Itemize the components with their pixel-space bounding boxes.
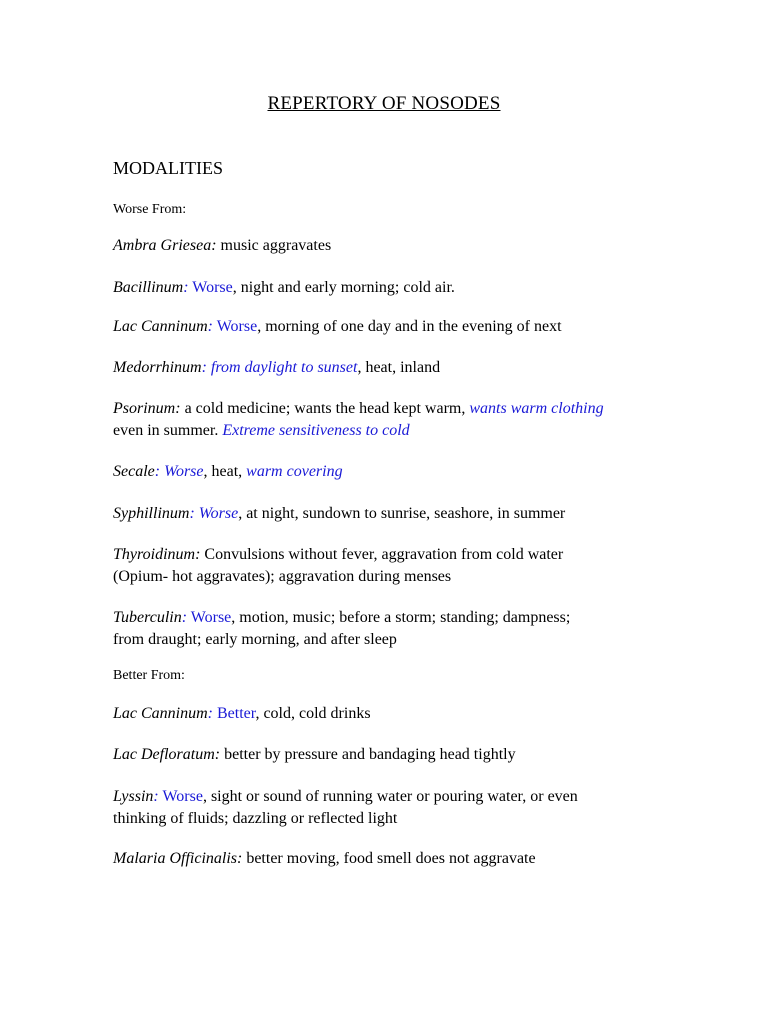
remedy-colon: : — [201, 359, 207, 376]
entry-ambra-griesea — [113, 235, 673, 257]
entry-medorrhinum — [113, 357, 673, 379]
entry-bacillinum — [113, 277, 673, 299]
entry-text: , heat, inland — [357, 359, 441, 376]
remedy-name: Secale — [113, 463, 155, 480]
entry-text: , heat, — [203, 463, 247, 480]
highlight-text: Worse — [188, 279, 233, 296]
highlight-text: warm covering — [246, 463, 343, 480]
highlight-text: wants warm clothing — [469, 400, 604, 417]
remedy-name: Ambra Griesea: — [113, 237, 217, 254]
entry-lac-defloratum — [113, 744, 673, 766]
highlight-text: Worse — [187, 609, 232, 626]
highlight-text: Worse — [213, 318, 258, 335]
entry-text: from draught; early morning, and after sleep — [113, 631, 397, 648]
remedy-colon: : — [183, 279, 189, 296]
entry-text: Convulsions without fever, aggravation from cold water — [200, 546, 564, 563]
entry-text: better moving, food smell does not aggravate — [242, 850, 536, 867]
entry-thyroidinum — [113, 544, 673, 588]
remedy-name: Thyroidinum: — [113, 546, 201, 563]
entry-text: , night and early morning; cold air. — [232, 279, 455, 296]
remedy-colon: : — [153, 788, 159, 805]
remedy-colon: : — [181, 609, 188, 626]
entry-lac-canninum-better — [113, 703, 673, 725]
remedy-name: Lyssin — [113, 788, 154, 805]
remedy-colon: : — [207, 318, 213, 335]
remedy-name: Bacillinum — [113, 279, 184, 296]
highlight-text: Worse — [160, 463, 204, 480]
remedy-colon: : — [154, 463, 161, 480]
highlight-text: Worse — [194, 505, 239, 522]
entry-malaria-officinalis — [113, 848, 673, 870]
remedy-name: Tuberculin — [113, 609, 182, 626]
remedy-colon: : — [207, 705, 213, 722]
highlight-text: Better — [213, 705, 256, 722]
entry-psorinum — [113, 398, 673, 442]
highlight-text: from daylight to sunset — [206, 359, 358, 376]
section-heading: MODALITIES — [113, 158, 223, 178]
entry-text: even in summer. — [113, 422, 223, 439]
highlight-text: Extreme sensitiveness to cold — [222, 422, 410, 439]
worse-from-heading: Worse From: — [113, 202, 187, 217]
entry-text: better by pressure and bandaging head tightly — [220, 746, 516, 763]
entry-syphillinum — [113, 503, 673, 525]
remedy-name: Lac Canninum — [113, 705, 208, 722]
remedy-name: Lac Canninum — [113, 318, 208, 335]
entry-text: , cold, cold drinks — [255, 705, 371, 722]
entry-lyssin — [113, 786, 673, 830]
entry-lac-canninum — [113, 316, 673, 338]
remedy-name: Lac Defloratum: — [113, 746, 221, 763]
remedy-name: Psorinum: — [113, 400, 181, 417]
remedy-name: Syphillinum — [113, 505, 190, 522]
page-title: REPERTORY OF NOSODES — [267, 93, 501, 114]
entry-text: thinking of fluids; dazzling or reflected light — [113, 810, 398, 827]
entry-tuberculin — [113, 607, 673, 651]
remedy-name: Malaria Officinalis: — [113, 850, 243, 867]
remedy-colon: : — [189, 505, 195, 522]
entry-text: (Opium- hot aggravates); aggravation during menses — [113, 568, 452, 585]
better-from-heading: Better From: — [113, 668, 185, 683]
entry-text: , motion, music; before a storm; standing; dampness; — [231, 609, 571, 626]
entry-secale — [113, 461, 673, 483]
entry-text: , at night, sundown to sunrise, seashore, in summer — [238, 505, 566, 522]
remedy-name: Medorrhinum — [113, 359, 202, 376]
highlight-text: Worse — [158, 788, 203, 805]
entry-text: music aggravates — [216, 237, 332, 254]
entry-text: , morning of one day and in the evening of next — [257, 318, 562, 335]
entry-text: , sight or sound of running water or pouring water, or even — [202, 788, 578, 805]
entry-text: a cold medicine; wants the head kept warm, — [180, 400, 470, 417]
